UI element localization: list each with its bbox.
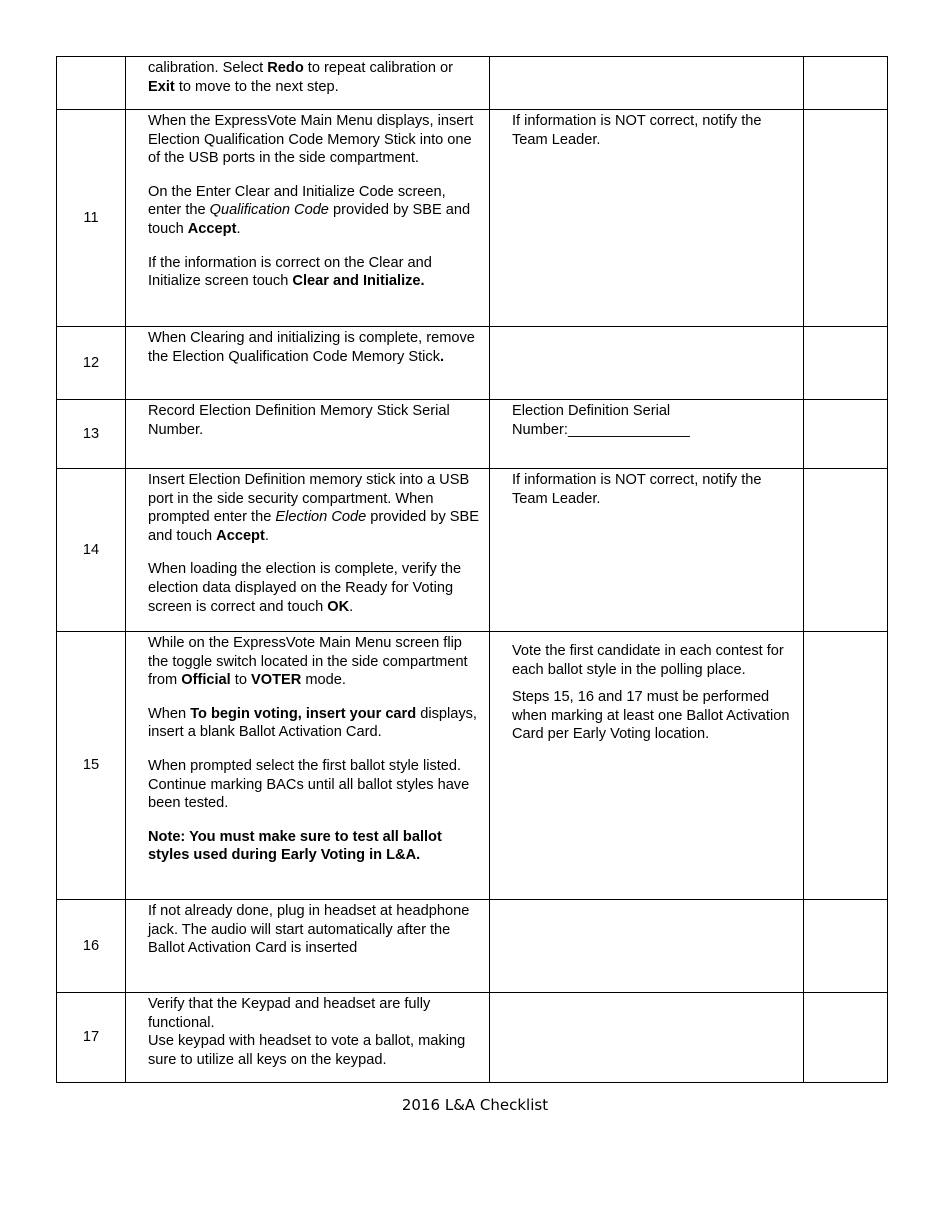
notes-cell	[490, 469, 804, 632]
text-run: Steps 15, 16 and 17 must be performed when marking at least one Ballot Activation Card per Early Voting location.	[512, 689, 790, 743]
text-run: Vote the first candidate in each contest for each ballot style in the polling place.	[512, 643, 784, 678]
notes-cell-paragraph	[512, 471, 795, 508]
text-run: .	[440, 348, 445, 365]
step-number	[57, 57, 126, 110]
instruction-cell-paragraph	[148, 757, 481, 813]
instruction-cell	[126, 469, 490, 632]
table-row	[57, 900, 888, 993]
page-footer: 2016 L&A Checklist	[401, 1096, 549, 1114]
notes-cell	[490, 400, 804, 469]
text-run: Election Code	[275, 509, 367, 526]
instruction-cell-paragraph	[148, 560, 481, 616]
text-run: To begin voting, insert your card	[190, 705, 417, 722]
text-run: Verify that the Keypad and headset are fully functional.	[148, 996, 431, 1031]
notes-cell-paragraph	[512, 642, 795, 679]
text-run: When prompted select the first ballot style listed. Continue marking BACs until all ballot styles have been tested.	[148, 757, 470, 812]
initials-cell	[804, 110, 888, 327]
step-number: 15	[57, 632, 126, 900]
text-run: to repeat calibration or	[303, 60, 453, 76]
text-run: Accept	[187, 220, 237, 237]
table-row	[57, 632, 888, 900]
instruction-cell-paragraph	[148, 995, 481, 1032]
text-run: provided by SBE and touch	[148, 202, 471, 237]
step-number: 17	[57, 993, 126, 1083]
text-run: Qualification Code	[209, 202, 329, 219]
text-run: While on the ExpressVote Main Menu screen flip the toggle switch located in the side compartment from	[148, 635, 468, 689]
step-number: 12	[57, 327, 126, 400]
text-run: Use keypad with headset to vote a ballot, making sure to utilize all keys on the keypad.	[148, 1033, 466, 1068]
instruction-cell	[126, 632, 490, 900]
initials-cell	[804, 57, 888, 110]
text-run: OK	[327, 598, 350, 615]
instruction-cell	[126, 110, 490, 327]
notes-cell	[490, 110, 804, 327]
text-run: Exit	[148, 78, 175, 95]
checklist-table	[56, 56, 888, 1083]
text-run: If information is NOT correct, notify the Team Leader.	[512, 113, 762, 148]
table-row	[57, 400, 888, 469]
text-run: Record Election Definition Memory Stick Serial Number.	[148, 403, 450, 438]
table-row	[57, 110, 888, 327]
instruction-cell	[126, 57, 490, 110]
text-run: If information is NOT correct, notify the Team Leader.	[512, 472, 762, 507]
instruction-cell-paragraph	[148, 402, 481, 439]
notes-cell-paragraph	[512, 112, 795, 149]
instruction-cell-paragraph	[148, 254, 481, 291]
text-run: to move to the next step.	[174, 78, 339, 95]
text-run: mode.	[301, 672, 346, 689]
text-run: Redo	[267, 60, 304, 76]
text-run: to	[230, 672, 251, 689]
text-run: calibration. Select	[148, 60, 268, 76]
text-run: Clear and Initialize.	[292, 273, 425, 290]
notes-cell	[490, 900, 804, 993]
instruction-cell	[126, 400, 490, 469]
initials-cell	[804, 327, 888, 400]
text-run: Insert Election Definition memory stick into a USB port in the side security compartment. When prompted enter the	[148, 472, 470, 526]
instruction-cell	[126, 993, 490, 1083]
text-run: Official	[181, 672, 231, 689]
instruction-cell-paragraph	[148, 59, 481, 96]
text-run: displays, insert a blank Ballot Activation Card.	[148, 705, 477, 741]
instruction-cell-paragraph	[148, 471, 481, 545]
initials-cell	[804, 400, 888, 469]
text-run: When loading the election is complete, verify the election data displayed on the Ready for Voting screen is correct and touch	[148, 561, 462, 615]
instruction-cell	[126, 900, 490, 993]
text-run: VOTER	[251, 672, 302, 689]
initials-cell	[804, 993, 888, 1083]
table-row	[57, 57, 888, 110]
instruction-cell-paragraph	[148, 112, 481, 168]
checklist-rows	[57, 57, 888, 1083]
instruction-cell-paragraph	[148, 1032, 481, 1069]
step-number: 16	[57, 900, 126, 993]
notes-cell-paragraph	[512, 402, 795, 439]
notes-cell	[490, 632, 804, 900]
text-run: When the ExpressVote Main Menu displays, insert Election Qualification Code Memory Stick into one of the USB ports in the side compartment.	[148, 113, 474, 167]
text-run: Note: You must make sure to test all ballot styles used during Early Voting in L&A.	[148, 828, 442, 864]
text-run: .	[264, 527, 269, 544]
notes-cell-paragraph	[512, 688, 795, 744]
instruction-cell-paragraph	[148, 329, 481, 366]
text-run: Accept	[216, 527, 265, 544]
table-row	[57, 993, 888, 1083]
text-run: If the information is correct on the Clear and Initialize screen touch	[148, 254, 432, 290]
instruction-cell-paragraph	[148, 705, 481, 742]
text-run: Election Definition Serial Number:_______________	[512, 403, 690, 438]
instruction-cell-paragraph	[148, 634, 481, 690]
notes-cell	[490, 993, 804, 1083]
step-number: 13	[57, 400, 126, 469]
text-run: .	[349, 598, 354, 615]
instruction-cell-paragraph	[148, 902, 481, 958]
step-number: 11	[57, 110, 126, 327]
notes-cell	[490, 327, 804, 400]
initials-cell	[804, 632, 888, 900]
text-run: provided by SBE and touch	[148, 509, 480, 544]
table-row	[57, 469, 888, 632]
text-run: If not already done, plug in headset at headphone jack. The audio will start automatically after the Ballot Activation Card is inserted	[148, 903, 470, 957]
instruction-cell-paragraph	[148, 828, 481, 865]
instruction-cell-paragraph	[148, 183, 481, 239]
text-run: .	[236, 220, 241, 237]
notes-cell	[490, 57, 804, 110]
text-run: On the Enter Clear and Initialize Code screen, enter the	[148, 183, 446, 219]
step-number: 14	[57, 469, 126, 632]
text-run: When Clearing and initializing is complete, remove the Election Qualification Code Memory Stick	[148, 330, 475, 365]
table-row	[57, 327, 888, 400]
initials-cell	[804, 469, 888, 632]
initials-cell	[804, 900, 888, 993]
text-run: When	[148, 705, 191, 722]
instruction-cell	[126, 327, 490, 400]
